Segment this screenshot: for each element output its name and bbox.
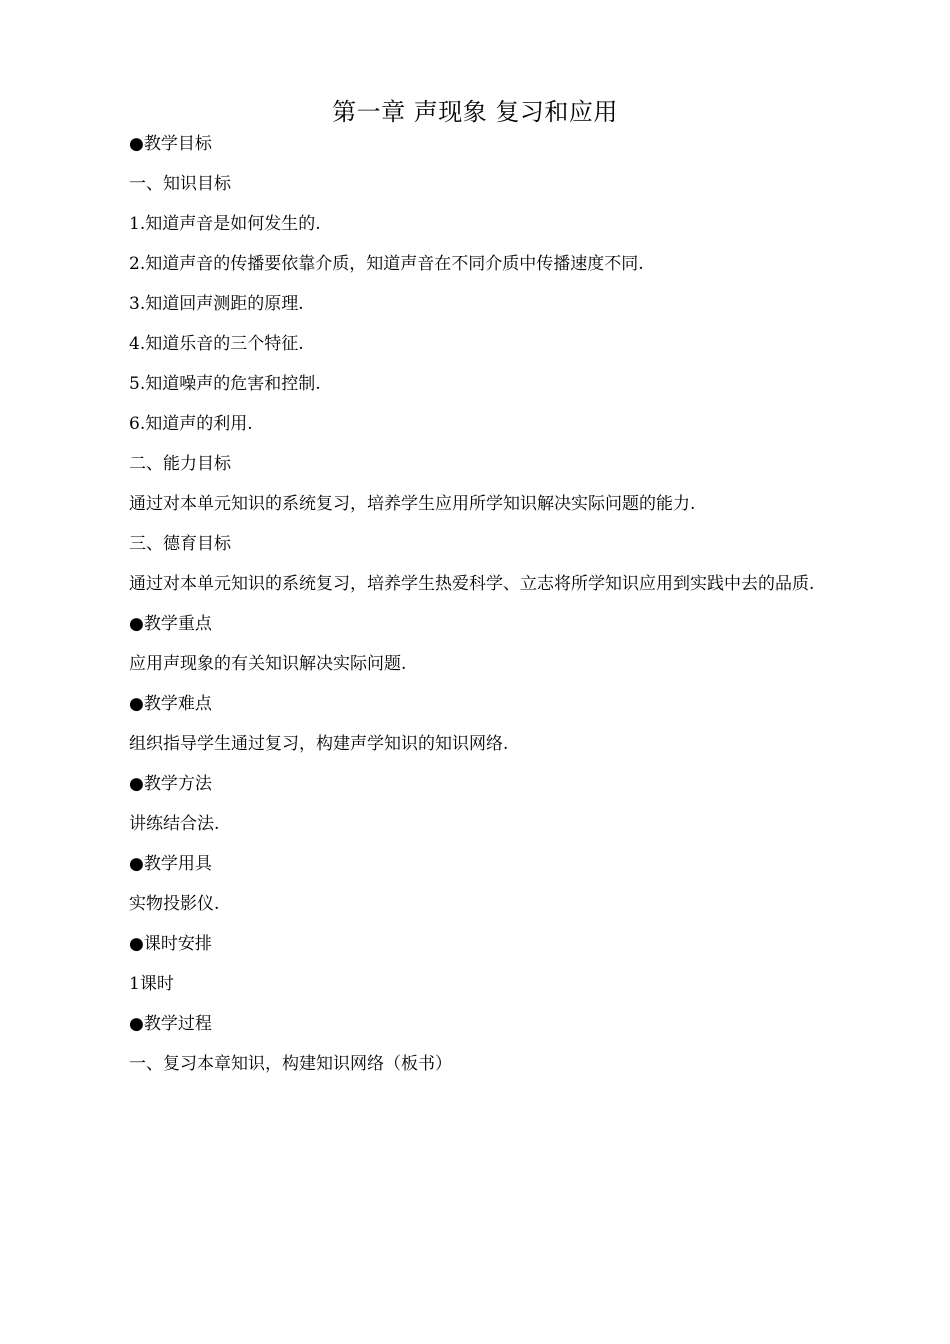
paragraph: 通过对本单元知识的系统复习，培养学生热爱科学、立志将所学知识应用到实践中去的品质. [129, 574, 815, 594]
paragraph: 应用声现象的有关知识解决实际问题. [129, 654, 407, 674]
list-item: 1.知道声音是如何发生的. [129, 214, 321, 234]
section-heading-key-points: ●教学重点 [129, 614, 212, 634]
list-item: 2.知道声音的传播要依靠介质，知道声音在不同介质中传播速度不同. [129, 254, 644, 274]
list-item: 5.知道噪声的危害和控制. [129, 374, 321, 394]
paragraph: 通过对本单元知识的系统复习，培养学生应用所学知识解决实际问题的能力. [129, 494, 696, 514]
paragraph: 实物投影仪. [129, 894, 220, 914]
paragraph: 组织指导学生通过复习，构建声学知识的知识网络. [129, 734, 509, 754]
document-title: 第一章 声现象 复习和应用 [332, 98, 618, 126]
document-body [92, 124, 864, 1084]
section-heading-process: ●教学过程 [129, 1014, 212, 1034]
paragraph: 1课时 [129, 974, 174, 994]
list-item: 6.知道声的利用. [129, 414, 253, 434]
subsection-moral-goals: 三、德育目标 [129, 534, 231, 554]
section-heading-teaching-goals: ●教学目标 [129, 134, 212, 154]
list-item: 3.知道回声测距的原理. [129, 294, 304, 314]
paragraph: 一、复习本章知识，构建知识网络（板书） [129, 1054, 452, 1074]
section-heading-methods: ●教学方法 [129, 774, 212, 794]
section-heading-difficulties: ●教学难点 [129, 694, 212, 714]
subsection-knowledge-goals: 一、知识目标 [129, 174, 231, 194]
subsection-ability-goals: 二、能力目标 [129, 454, 231, 474]
section-heading-schedule: ●课时安排 [129, 934, 212, 954]
paragraph: 讲练结合法. [129, 814, 220, 834]
section-heading-tools: ●教学用具 [129, 854, 212, 874]
list-item: 4.知道乐音的三个特征. [129, 334, 304, 354]
